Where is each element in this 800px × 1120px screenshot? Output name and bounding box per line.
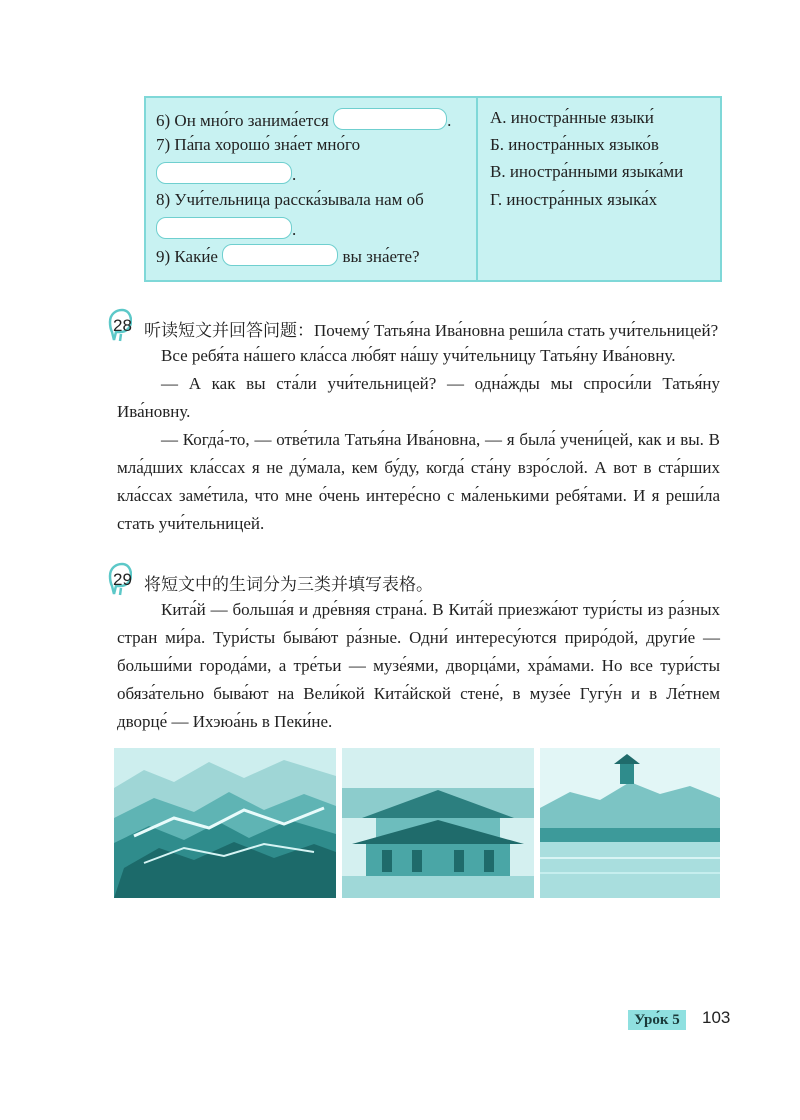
paragraph: — Когда́-то, — отве́тила Татья́на Ива́новна, — я была́ учени́цей, как и вы. В мла́дших кла́ссах я не ду́мала, кем бу́ду, когда́ ста́ну взро́слой. А вот в ста́рших кла́ссах заме́тила, что мне о́чень интере́сно с ма́ленькими ребя́тами. И я реши́ла стать учи́тельницей. <box>117 430 720 533</box>
great-wall-photo <box>114 748 336 898</box>
options-column <box>478 98 720 280</box>
task-28-number: 28 <box>113 316 132 335</box>
option-v: В. иностра́нными языка́ми <box>490 162 684 181</box>
answer-blank[interactable] <box>156 162 292 184</box>
paragraph: Кита́й — больша́я и дре́вняя страна́. В Кита́й приезжа́ют тури́сты из ра́зных стран ми́ра. Тури́сты быва́ют ра́зные. Одни́ интересу́ются приро́дой, други́е — больши́ми города́ми, а тре́тьи — музе́ями, дворца́ми, хра́мами. Но все тури́сты обяза́тельно быва́ют на Вели́кой Кита́йской стене́, в музе́е Гугу́н и в Ле́тнем дворце́ — Ихэюа́нь в Пеки́не. <box>117 600 720 731</box>
option-g: Г. иностра́нных языка́х <box>490 190 658 209</box>
task-29-text <box>117 596 720 736</box>
paragraph: — А как вы ста́ли учи́тельницей? — одна́жды мы спроси́ли Татья́ну Ива́новну. <box>117 374 720 421</box>
question-8: 8) Учи́тельница расска́зывала нам об <box>156 190 424 209</box>
answer-blank[interactable] <box>222 244 338 266</box>
option-b: Б. иностра́нных языко́в <box>490 135 659 154</box>
question-9: 9) Каки́е вы зна́ете? <box>156 244 420 267</box>
exercise-box <box>144 96 722 282</box>
answer-blank[interactable] <box>156 217 292 239</box>
question-6: 6) Он мно́го занима́ется . <box>156 108 451 131</box>
answer-blank[interactable] <box>333 108 447 130</box>
summer-palace-photo <box>540 748 720 898</box>
task-28-title: 听读短文并回答问题：Почему́ Татья́на Ива́новна реши́ла стать учи́тельницей? <box>144 321 719 340</box>
question-8-blank-line: . <box>156 217 296 240</box>
question-7-blank-line: . <box>156 162 296 185</box>
question-7: 7) Па́па хорошо́ зна́ет мно́го <box>156 135 361 154</box>
page-number: 103 <box>702 1008 731 1027</box>
forbidden-city-photo <box>342 748 534 898</box>
task-29-number: 29 <box>113 570 132 589</box>
questions-column <box>146 98 478 280</box>
option-a: А. иностра́нные языки́ <box>490 108 654 127</box>
lesson-badge: Уро́к 5 <box>628 1010 686 1030</box>
paragraph: Все ребя́та на́шего кла́сса лю́бят на́шу учи́тельницу Татья́ну Ива́новну. <box>161 346 676 365</box>
task-28-text <box>117 342 720 538</box>
task-29-title: 将短文中的生词分为三类并填写表格。 <box>144 575 433 594</box>
